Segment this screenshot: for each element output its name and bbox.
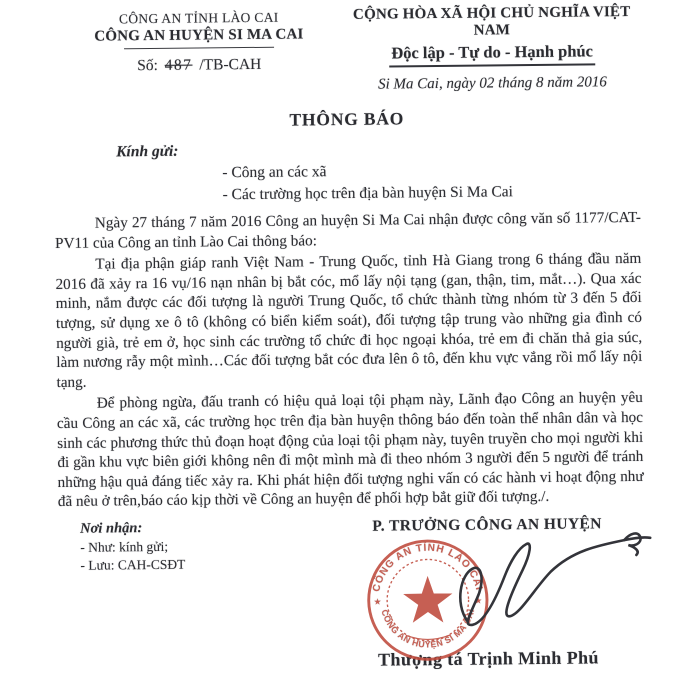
distribution-line: - Như: kính gửi; — [80, 538, 169, 555]
distribution-block — [58, 518, 332, 674]
document-header — [53, 4, 640, 97]
distribution-label: Nơi nhận: — [80, 520, 143, 537]
agency-parent: CÔNG AN TỈNH LÀO CAI — [118, 9, 279, 27]
seal-star-right: ★ — [474, 595, 483, 606]
signature-block — [330, 515, 646, 671]
document-number-suffix: /TB-CAH — [199, 55, 262, 74]
distribution-line: - Lưu: CAH-CSĐT — [80, 557, 186, 574]
body-paragraph: Tại địa phận giáp ranh Việt Nam - Trung Quốc, tỉnh Hà Giang trong 6 tháng đầu năm 2016 đã xảy ra 16 vụ/16 nạn nhân bị bắt cóc, mổ lấy nội tạng (gan, thận, tim, mắt…). Qua xác minh, nắm được các đối tượng là người Trung Quốc, tổ chức thành từng nhóm từ 3 đến 5 đối tượng, sử dụng xe ô tô (không có biển kiểm soát), đối tượng tập trung vào những gia đình có người già, trẻ em ở, học sinh các trường tổ chức đi học ngoại khóa, trẻ em đi chăn thả gia súc, làm nương rẫy một mình…Các đối tượng bắt cóc đưa lên ô tô, đến khu vực vắng rồi mổ lấy nội tạng. — [55, 250, 643, 391]
stamp-and-signature — [330, 533, 645, 650]
republic-title: CỘNG HÒA XÃ HỘI CHỦ NGHĨA VIỆT NAM — [352, 3, 631, 39]
body-paragraph: Để phòng ngừa, đấu tranh có hiệu quả loại tội phạm này, Lãnh đạo Công an huyện yêu cầu Công an các xã, các trường học trên địa bàn huyện thông báo đến toàn thể nhân dân và học sinh các phương thức thủ đoạn hoạt động của loại tội phạm này, tuyên truyền cho mọi người khi đi gần khu vực biên giới không nên đi một mình mà đi theo nhóm 3 người đến 5 người để tránh những hậu quả đáng tiếc xảy ra. Khi phát hiện đối tượng nghi vấn có các hành vi hoạt động như đã nêu ở trên,báo cáo kịp thời về Công an huyện để phối hợp bắt giữ đối tượng./. — [56, 389, 644, 511]
place-dateline: Si Ma Cai, ngày 02 tháng 8 năm 2016 — [377, 74, 607, 93]
salutation-label: Kính gửi: — [116, 142, 179, 161]
issuing-agency-block — [53, 7, 346, 97]
document-number — [53, 55, 345, 76]
document-number-value: 487 — [164, 56, 193, 74]
document-footer — [58, 515, 646, 674]
signer-title: P. TRƯỞNG CÔNG AN HUYỆN — [372, 515, 602, 535]
signature-scribble — [438, 523, 667, 643]
seal-top-text: CÔNG AN TỈNH LÀO CAI — [371, 542, 485, 593]
document-body — [55, 208, 644, 512]
recipient-line: - Các trường học trên địa bàn huyện Si Ma Cai — [222, 183, 514, 204]
distribution-items — [80, 536, 330, 576]
recipient-line: - Công an các xã — [222, 163, 327, 182]
motto: Độc lập - Tự do - Hạnh phúc — [389, 41, 595, 67]
salutation-recipients — [222, 158, 640, 206]
document-number-label: Số: — [137, 56, 158, 75]
agency-underline — [124, 47, 274, 50]
document-title: THÔNG BÁO — [289, 108, 405, 130]
agency-name: CÔNG AN HUYỆN SI MA CAI — [94, 26, 304, 45]
body-paragraph: Ngày 27 tháng 7 năm 2016 Công an huyện Si Ma Cai nhận được công văn số 1177/CAT-PV11 của Công an tỉnh Lào Cai thông báo: — [55, 208, 641, 252]
signer-name: Thượng tá Trịnh Minh Phú — [377, 647, 599, 670]
seal-star-left: ★ — [373, 596, 382, 607]
seal-bottom-text: CÔNG AN HUYỆN SI MA CAI — [379, 607, 477, 650]
national-motto-block — [345, 4, 640, 94]
